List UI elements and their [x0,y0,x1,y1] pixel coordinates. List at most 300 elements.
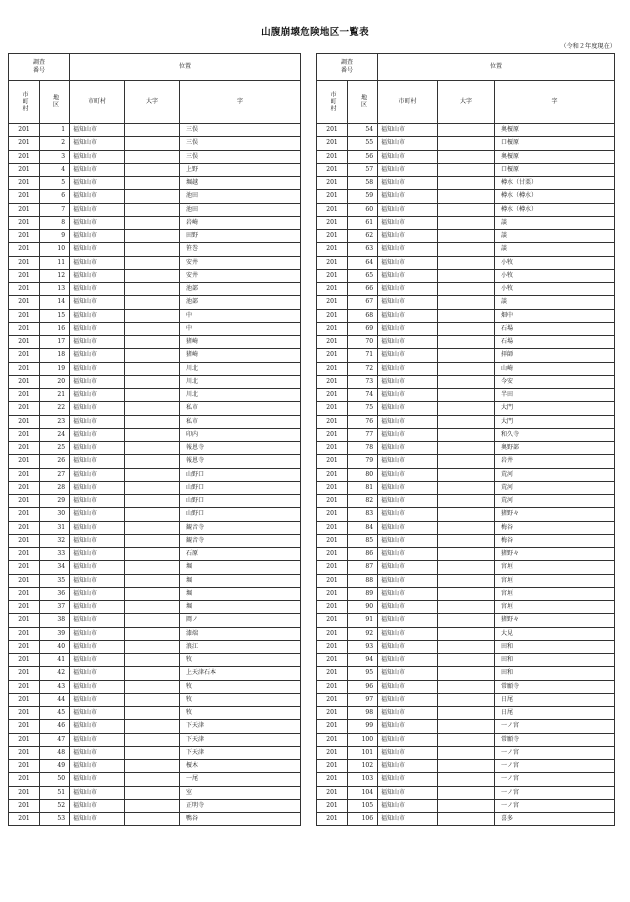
municipality-cell: 福知山市 [70,362,125,375]
aza-cell: 牧 [180,680,301,693]
table-row [9,402,301,415]
city-code-cell: 201 [9,256,40,269]
municipality-cell: 福知山市 [70,455,125,468]
area-code-cell: 43 [40,680,70,693]
city-code-cell: 201 [9,799,40,812]
table-row [317,296,615,309]
table-row [317,601,615,614]
aza-cell: 奥榎原 [495,124,615,137]
area-code-cell: 39 [40,627,70,640]
area-code-cell: 28 [40,481,70,494]
area-code-cell: 88 [348,574,378,587]
city-code-cell: 201 [317,601,348,614]
aza-cell: 堀 [180,574,301,587]
oaza-cell [125,548,180,561]
city-code-cell: 201 [9,442,40,455]
table-row [9,322,301,335]
municipality-cell: 福知山市 [378,349,438,362]
aza-cell: 安井 [180,269,301,282]
area-code-cell: 70 [348,336,378,349]
area-code-cell: 60 [348,203,378,216]
municipality-cell: 福知山市 [70,720,125,733]
aza-cell: 猪崎 [180,349,301,362]
aza-cell: 堀越 [180,177,301,190]
area-code-cell: 77 [348,428,378,441]
area-code-cell: 23 [40,415,70,428]
aza-cell: 中 [180,309,301,322]
oaza-cell [438,760,495,773]
municipality-cell: 福知山市 [378,269,438,282]
municipality-cell: 福知山市 [70,654,125,667]
table-row [9,707,301,720]
municipality-cell: 福知山市 [378,693,438,706]
table-row [9,760,301,773]
city-code-cell: 201 [317,415,348,428]
municipality-cell: 福知山市 [378,455,438,468]
aza-cell: 下天津 [180,746,301,759]
oaza-cell [125,389,180,402]
area-code-cell: 62 [348,230,378,243]
aza-cell: 正明寺 [180,799,301,812]
area-code-cell: 61 [348,216,378,229]
city-code-cell: 201 [317,389,348,402]
city-code-cell: 201 [9,190,40,203]
city-code-cell: 201 [317,177,348,190]
aza-cell: 池田 [180,190,301,203]
table-row [9,163,301,176]
table-row [9,813,301,826]
table-row [9,561,301,574]
area-code-cell: 11 [40,256,70,269]
city-code-cell: 201 [317,561,348,574]
city-code-cell: 201 [9,455,40,468]
aza-cell: 宮垣 [495,601,615,614]
oaza-cell [438,707,495,720]
oaza-cell [438,799,495,812]
table-row [317,733,615,746]
municipality-cell: 福知山市 [70,203,125,216]
municipality-cell: 福知山市 [70,508,125,521]
table-row [317,627,615,640]
oaza-cell [125,627,180,640]
city-code-cell: 201 [317,150,348,163]
municipality-cell: 福知山市 [378,243,438,256]
area-code-cell: 46 [40,720,70,733]
municipality-cell: 福知山市 [378,667,438,680]
table-row [9,587,301,600]
table-row [317,322,615,335]
aza-cell: 中 [180,322,301,335]
table-row [9,230,301,243]
municipality-cell: 福知山市 [378,627,438,640]
municipality-cell: 福知山市 [70,707,125,720]
city-code-cell: 201 [9,786,40,799]
area-code-cell: 83 [348,508,378,521]
municipality-cell: 福知山市 [70,773,125,786]
municipality-cell: 福知山市 [378,601,438,614]
aza-cell: 畑中 [495,309,615,322]
municipality-cell: 福知山市 [70,614,125,627]
city-code-cell: 201 [317,813,348,826]
municipality-cell: 福知山市 [70,561,125,574]
aza-cell: 樽水（樽水） [495,203,615,216]
city-code-cell: 201 [9,309,40,322]
oaza-cell [125,707,180,720]
area-code-cell: 101 [348,746,378,759]
table-row [9,362,301,375]
municipality-cell: 福知山市 [378,216,438,229]
city-code-cell: 201 [317,243,348,256]
area-code-cell: 41 [40,654,70,667]
municipality-cell: 福知山市 [378,389,438,402]
area-code-cell: 10 [40,243,70,256]
area-code-cell: 9 [40,230,70,243]
aza-cell: 猪崎 [180,336,301,349]
city-code-cell: 201 [9,667,40,680]
aza-cell: 大門 [495,402,615,415]
city-code-cell: 201 [9,216,40,229]
area-code-cell: 6 [40,190,70,203]
area-code-cell: 55 [348,137,378,150]
aza-cell: 三俣 [180,124,301,137]
aza-cell: 猪野々 [495,548,615,561]
aza-cell: 奥野部 [495,442,615,455]
table-row [9,786,301,799]
oaza-cell [438,495,495,508]
area-code-cell: 76 [348,415,378,428]
oaza-cell [438,362,495,375]
aza-cell: 安井 [180,256,301,269]
table-row [317,402,615,415]
municipality-cell: 福知山市 [70,693,125,706]
city-code-cell: 201 [9,760,40,773]
municipality-cell: 福知山市 [378,442,438,455]
city-code-cell: 201 [9,468,40,481]
aza-cell: 山野口 [180,508,301,521]
city-code-cell: 201 [9,137,40,150]
area-code-cell: 53 [40,813,70,826]
city-code-cell: 201 [317,707,348,720]
area-code-cell: 87 [348,561,378,574]
area-code-cell: 73 [348,375,378,388]
area-code-cell: 15 [40,309,70,322]
table-row [317,150,615,163]
municipality-cell: 福知山市 [378,548,438,561]
city-code-cell: 201 [317,190,348,203]
municipality-cell: 福知山市 [378,402,438,415]
aza-cell: 奥榎原 [495,150,615,163]
city-code-cell: 201 [317,163,348,176]
city-code-cell: 201 [9,574,40,587]
table-row [9,667,301,680]
oaza-cell [125,309,180,322]
aza-cell: 三俣 [180,137,301,150]
aza-header: 字 [495,81,615,124]
aza-cell: 樽水（甘栗） [495,177,615,190]
aza-cell: 一ノ宮 [495,720,615,733]
oaza-cell [125,177,180,190]
area-code-cell: 29 [40,495,70,508]
aza-cell: 日尾 [495,707,615,720]
municipality-cell: 福知山市 [378,746,438,759]
aza-cell: 田和 [495,654,615,667]
city-code-cell: 201 [317,760,348,773]
aza-cell: 和久寺 [495,428,615,441]
oaza-cell [125,574,180,587]
table-row [317,720,615,733]
city-code-cell: 201 [317,322,348,335]
municipality-cell: 福知山市 [378,283,438,296]
city-code-cell: 201 [9,640,40,653]
oaza-cell [438,336,495,349]
table-row [9,389,301,402]
municipality-cell: 福知山市 [378,468,438,481]
municipality-cell: 福知山市 [378,720,438,733]
municipality-cell: 福知山市 [378,163,438,176]
city-code-cell: 201 [9,746,40,759]
city-code-cell: 201 [317,654,348,667]
table-row [317,269,615,282]
municipality-cell: 福知山市 [70,269,125,282]
municipality-cell: 福知山市 [70,495,125,508]
aza-cell: 観音寺 [180,534,301,547]
city-code-cell: 201 [317,375,348,388]
municipality-cell: 福知山市 [70,442,125,455]
municipality-cell: 福知山市 [70,296,125,309]
area-code-cell: 18 [40,349,70,362]
oaza-cell [438,521,495,534]
oaza-cell [125,587,180,600]
aza-cell: 堀 [180,561,301,574]
municipality-cell: 福知山市 [70,534,125,547]
table-row [317,654,615,667]
aza-cell: 常願寺 [495,733,615,746]
aza-cell: 小牧 [495,256,615,269]
table-row [317,495,615,508]
oaza-cell [125,468,180,481]
municipality-cell: 福知山市 [378,177,438,190]
municipality-cell: 福知山市 [378,137,438,150]
municipality-cell: 福知山市 [70,402,125,415]
table-row [9,442,301,455]
area-code-cell: 105 [348,799,378,812]
municipality-cell: 福知山市 [70,468,125,481]
oaza-cell [438,243,495,256]
table-row [317,786,615,799]
oaza-cell [125,336,180,349]
oaza-cell [125,508,180,521]
oaza-cell [125,534,180,547]
municipality-cell: 福知山市 [70,415,125,428]
city-code-cell: 201 [9,230,40,243]
oaza-cell [438,587,495,600]
hazard-table-right [316,53,615,826]
table-row [9,256,301,269]
area-code-cell: 99 [348,720,378,733]
city-code-cell: 201 [9,627,40,640]
oaza-cell [438,640,495,653]
city-code-cell: 201 [9,296,40,309]
aza-cell: 一ノ宮 [495,760,615,773]
aza-cell: 宮垣 [495,587,615,600]
area-code-cell: 93 [348,640,378,653]
table-row [9,177,301,190]
table-row [317,256,615,269]
city-code-cell: 201 [9,561,40,574]
aza-cell: 堀 [180,601,301,614]
oaza-cell [438,667,495,680]
aza-cell: 一ノ宮 [495,799,615,812]
oaza-cell [438,574,495,587]
city-code-cell: 201 [317,283,348,296]
table-row [9,481,301,494]
city-code-cell: 201 [317,746,348,759]
aza-cell: 山野口 [180,481,301,494]
table-row [317,773,615,786]
table-row [317,640,615,653]
area-code-cell: 26 [40,455,70,468]
table-row [9,746,301,759]
city-code-cell: 201 [9,269,40,282]
oaza-cell [438,203,495,216]
area-code-cell: 82 [348,495,378,508]
table-row [317,428,615,441]
oaza-cell [438,455,495,468]
area-code-cell: 25 [40,442,70,455]
area-code-cell: 102 [348,760,378,773]
area-code-cell: 96 [348,680,378,693]
aza-cell: 池部 [180,283,301,296]
area-code-cell: 32 [40,534,70,547]
city-code-cell: 201 [9,415,40,428]
aza-cell: 浪江 [180,640,301,653]
aza-cell: 岩崎 [180,216,301,229]
aza-cell: 半田 [495,389,615,402]
oaza-cell [438,309,495,322]
area-code-cell: 67 [348,296,378,309]
municipality-cell: 福知山市 [378,309,438,322]
aza-cell: 宮垣 [495,574,615,587]
area-code-cell: 54 [348,124,378,137]
table-row [9,216,301,229]
area-code-cell: 75 [348,402,378,415]
area-code-cell: 14 [40,296,70,309]
municipality-cell: 福知山市 [378,561,438,574]
aza-cell: 上野 [180,163,301,176]
aza-cell: 牧 [180,707,301,720]
area-code-cell: 31 [40,521,70,534]
area-code-cell: 68 [348,309,378,322]
municipality-cell: 福知山市 [378,362,438,375]
area-code-cell: 51 [40,786,70,799]
oaza-cell [125,283,180,296]
table-row [9,680,301,693]
city-code-cell: 201 [9,428,40,441]
aza-cell: 山崎 [495,362,615,375]
table-row [317,813,615,826]
city-code-cell: 201 [317,693,348,706]
oaza-cell [125,680,180,693]
oaza-cell [125,601,180,614]
aza-cell: 談 [495,243,615,256]
oaza-cell [125,124,180,137]
municipality-cell: 福知山市 [378,428,438,441]
city-code-cell: 201 [317,521,348,534]
oaza-header: 大字 [438,81,495,124]
aza-cell: 猪野々 [495,508,615,521]
municipality-cell: 福知山市 [378,150,438,163]
municipality-cell: 福知山市 [378,773,438,786]
table-row [9,137,301,150]
aza-cell: 大門 [495,415,615,428]
oaza-cell [438,534,495,547]
municipality-cell: 福知山市 [378,124,438,137]
city-code-cell: 201 [9,349,40,362]
table-row [317,389,615,402]
city-code-cell: 201 [317,587,348,600]
city-code-cell: 201 [9,163,40,176]
oaza-cell [438,230,495,243]
area-code-cell: 33 [40,548,70,561]
document-title: 山腹崩壊危険地区一覧表 [261,27,369,38]
oaza-cell [125,415,180,428]
municipality-cell: 福知山市 [378,190,438,203]
city-code-cell: 201 [9,707,40,720]
municipality-cell: 福知山市 [378,322,438,335]
table-row [9,548,301,561]
area-code-cell: 80 [348,468,378,481]
municipality-cell: 福知山市 [70,375,125,388]
oaza-cell [438,481,495,494]
municipality-cell: 福知山市 [70,177,125,190]
oaza-cell [438,468,495,481]
table-row [317,455,615,468]
table-row [9,336,301,349]
oaza-cell [125,243,180,256]
oaza-cell [125,720,180,733]
municipality-cell: 福知山市 [378,680,438,693]
oaza-cell [438,415,495,428]
aza-cell: 荒河 [495,468,615,481]
municipality-cell: 福知山市 [378,707,438,720]
municipality-cell: 福知山市 [70,813,125,826]
area-code-cell: 74 [348,389,378,402]
area-code-cell: 12 [40,269,70,282]
oaza-cell [125,269,180,282]
municipality-cell: 福知山市 [378,813,438,826]
city-code-cell: 201 [9,375,40,388]
municipality-cell: 福知山市 [70,548,125,561]
city-code-cell: 201 [9,680,40,693]
table-row [317,137,615,150]
oaza-cell [125,746,180,759]
table-row [317,124,615,137]
area-code-cell: 57 [348,163,378,176]
area-code-cell: 34 [40,561,70,574]
aza-cell: 一ノ宮 [495,786,615,799]
aza-cell: 山野口 [180,468,301,481]
area-code-cell: 50 [40,773,70,786]
aza-cell: 川北 [180,389,301,402]
table-row [9,349,301,362]
area-code-cell: 38 [40,614,70,627]
area-code-cell: 22 [40,402,70,415]
city-code-cell: 201 [9,534,40,547]
city-code-cell: 201 [9,177,40,190]
aza-cell: 一尾 [180,773,301,786]
table-row [9,654,301,667]
area-code-cell: 5 [40,177,70,190]
